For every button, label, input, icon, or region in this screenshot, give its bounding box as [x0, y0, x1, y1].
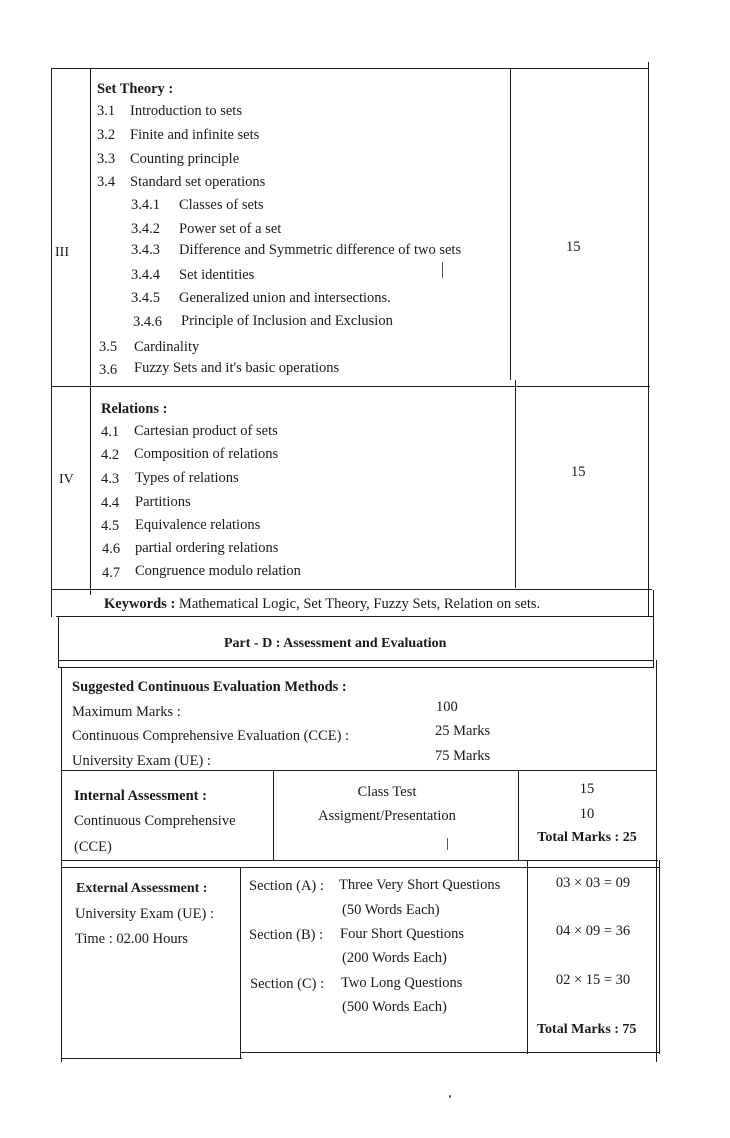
topic-num: 4.7	[102, 565, 121, 581]
section-desc: Three Very Short Questions	[339, 877, 501, 893]
border-line	[515, 380, 516, 588]
assessment-item: Class Test	[357, 784, 417, 800]
topic-num: 3.4.6	[133, 314, 162, 330]
topic-text: Classes of sets	[179, 197, 264, 213]
topic-text: Cardinality	[134, 339, 200, 355]
unit-title: Set Theory :	[97, 81, 174, 97]
unit-numeral: IV	[59, 472, 74, 487]
border-line	[240, 867, 241, 1059]
unit-numeral: III	[55, 245, 69, 260]
section-marks: 03 × 03 = 09	[555, 875, 631, 891]
topic-num: 3.4.1	[131, 197, 160, 213]
topic-text: Cartesian product of sets	[134, 423, 278, 439]
topic-num: 4.4	[101, 495, 120, 511]
topic-text: Composition of relations	[134, 446, 279, 462]
unit-marks: 15	[566, 239, 581, 255]
border-line	[52, 589, 652, 590]
scan-speck	[449, 1095, 451, 1098]
topic-text: Standard set operations	[130, 174, 266, 190]
topic-num: 3.2	[97, 127, 116, 143]
topic-num: 3.4.5	[131, 290, 160, 306]
topic-num: 3.4	[97, 174, 116, 190]
suggested-label: University Exam (UE) :	[72, 753, 211, 769]
topic-text: Principle of Inclusion and Exclusion	[181, 313, 393, 329]
section-sub: (500 Words Each)	[342, 999, 447, 1015]
topic-text: Set identities	[179, 267, 255, 283]
assessment-item: Assigment/Presentation	[318, 808, 456, 824]
border-line	[56, 616, 654, 617]
section-desc: Four Short Questions	[340, 926, 465, 942]
section-label: Section (C) :	[250, 976, 325, 992]
keywords-label: Keywords :	[104, 596, 176, 612]
topic-text: Equivalence relations	[135, 517, 261, 533]
topic-num: 3.3	[97, 151, 116, 167]
border-line	[510, 68, 511, 380]
topic-text: Difference and Symmetric difference of two sets	[179, 242, 462, 258]
keywords-text: Mathematical Logic, Set Theory, Fuzzy Sets, Relation on sets.	[178, 596, 541, 612]
topic-text: Power set of a set	[179, 221, 282, 237]
section-sub: (50 Words Each)	[342, 902, 440, 918]
border-line	[62, 1058, 242, 1059]
external-line: Time : 02.00 Hours	[75, 931, 189, 947]
topic-text: Partitions	[135, 494, 191, 510]
topic-text: Finite and infinite sets	[130, 127, 260, 143]
topic-num: 3.1	[97, 103, 116, 119]
border-line	[648, 62, 649, 617]
topic-num: 4.6	[102, 541, 121, 557]
suggested-value: 100	[436, 699, 458, 715]
border-line	[58, 660, 654, 661]
suggested-value: 75 Marks	[435, 748, 491, 764]
external-line: University Exam (UE) :	[75, 906, 214, 922]
border-line	[59, 667, 654, 668]
suggested-heading: Suggested Continuous Evaluation Methods :	[72, 679, 347, 695]
border-line	[653, 590, 654, 668]
border-line	[656, 660, 657, 1062]
topic-text: partial ordering relations	[135, 540, 279, 556]
part-d-title: Part - D : Assessment and Evaluation	[224, 636, 447, 651]
border-line	[62, 860, 658, 861]
topic-text: Introduction to sets	[130, 103, 242, 119]
external-heading: External Assessment :	[76, 881, 208, 896]
external-total: Total Marks : 75	[537, 1022, 637, 1037]
internal-heading: Internal Assessment :	[74, 788, 207, 804]
suggested-label: Maximum Marks :	[72, 704, 181, 720]
suggested-label: Continuous Comprehensive Evaluation (CCE) :	[72, 728, 350, 744]
section-label: Section (A) :	[249, 878, 324, 894]
border-line	[240, 1052, 660, 1053]
topic-num: 3.4.4	[131, 267, 160, 283]
topic-num: 3.4.2	[131, 221, 160, 237]
topic-num: 4.5	[101, 518, 120, 534]
topic-text: Types of relations	[135, 470, 239, 486]
internal-line: Continuous Comprehensive	[74, 813, 236, 829]
topic-text: Fuzzy Sets and it's basic operations	[134, 360, 340, 376]
topic-num: 3.4.3	[131, 242, 160, 258]
scan-speck	[447, 838, 448, 850]
border-line	[61, 667, 62, 1062]
section-desc: Two Long Questions	[341, 975, 463, 991]
topic-num: 3.6	[99, 362, 118, 378]
topic-text: Congruence modulo relation	[135, 563, 301, 579]
section-label: Section (B) :	[249, 927, 324, 943]
border-line	[52, 386, 650, 387]
assessment-marks: 10	[579, 806, 595, 822]
border-line	[51, 68, 649, 69]
section-marks: 02 × 15 = 30	[555, 972, 631, 988]
unit-title: Relations :	[101, 401, 168, 417]
scan-speck	[442, 262, 443, 278]
suggested-value: 25 Marks	[435, 723, 491, 739]
assessment-marks: 15	[579, 781, 595, 797]
topic-text: Counting principle	[130, 151, 240, 167]
border-line	[659, 860, 660, 1054]
topic-text: Generalized union and intersections.	[179, 290, 391, 306]
border-line	[62, 867, 660, 868]
topic-num: 4.2	[101, 447, 120, 463]
topic-num: 4.1	[101, 424, 120, 440]
keywords-row	[104, 594, 540, 614]
section-marks: 04 × 09 = 36	[555, 923, 631, 939]
unit-marks: 15	[571, 464, 586, 480]
topic-num: 4.3	[101, 471, 120, 487]
section-sub: (200 Words Each)	[342, 950, 447, 966]
topic-num: 3.5	[99, 339, 118, 355]
border-line	[90, 68, 91, 595]
internal-total: Total Marks : 25	[537, 830, 637, 845]
internal-line: (CCE)	[74, 839, 112, 855]
border-line	[51, 68, 52, 617]
